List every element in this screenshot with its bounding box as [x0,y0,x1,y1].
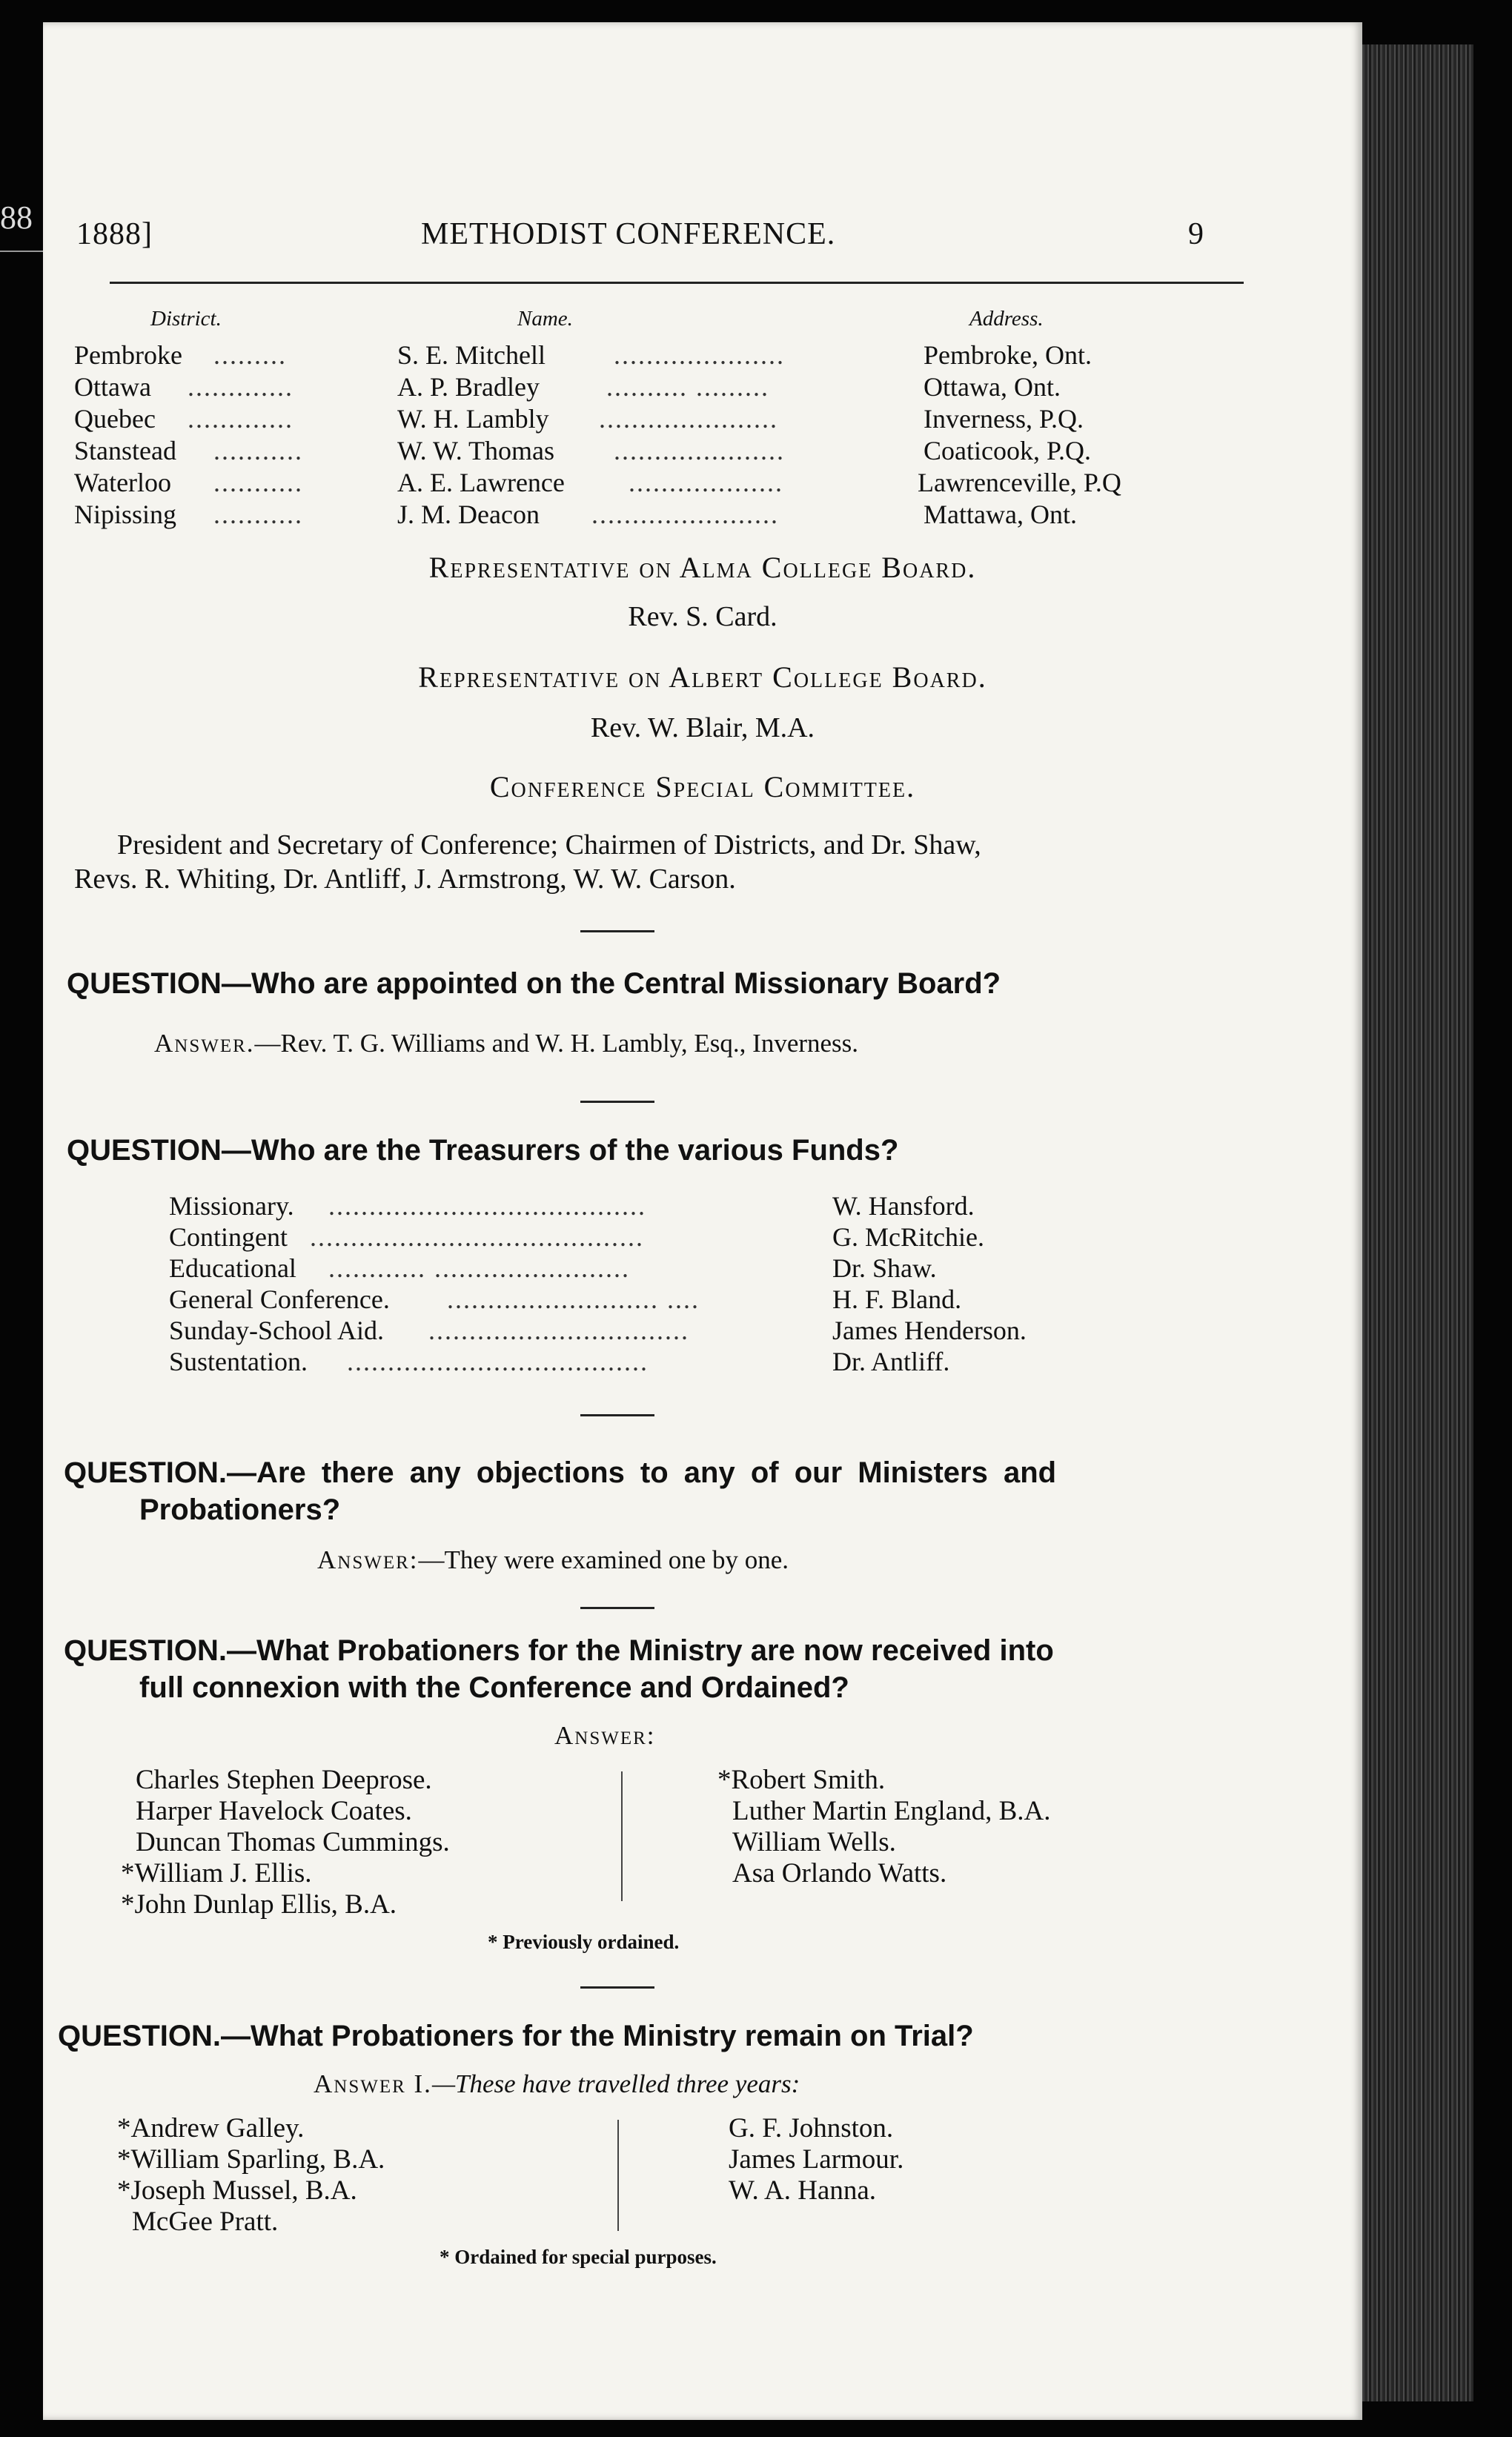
district-cell: Stanstead [74,436,176,465]
margin-rule [0,251,43,252]
leader-dots: ......... [213,340,287,370]
question-treasurers: QUESTION—Who are the Treasurers of the various Funds? [67,1134,899,1167]
leader-dots: ....................................... [328,1191,646,1221]
probationer-name: W. A. Hanna. [729,2175,877,2206]
header-year: 1888] [76,217,153,251]
probationer-name: McGee Pratt. [132,2206,279,2237]
leader-dots: ....................... [591,500,779,529]
district-row [74,403,156,435]
fund-cell: Educational [169,1253,296,1283]
question-on-trial: QUESTION.—What Probationers for the Ministry remain on Trial? [58,2020,974,2052]
leader-dots: ..................................... [347,1347,649,1376]
leader-dots: ............. [188,372,294,402]
question-objections-line2: Probationers? [139,1493,341,1526]
leader-dots: ............ ........................ [328,1253,630,1283]
question-missionary-board: QUESTION—Who are appointed on the Central Missionary Board? [67,967,1001,1000]
probationer-name: Duncan Thomas Cummings. [136,1827,450,1857]
answer-label: Answer I. [314,2069,432,2098]
treasurer-cell: Dr. Antliff. [832,1347,950,1376]
fund-cell: Sustentation. [169,1347,308,1376]
section-rule [580,1607,654,1609]
special-committee-line2: Revs. R. Whiting, Dr. Antliff, J. Armstrong, W. W. Carson. [74,863,736,895]
leader-dots: ........... [213,436,303,465]
answer-text: —These have travelled three years: [431,2069,800,2098]
probationer-name: *Robert Smith. [717,1765,886,1795]
treasurer-cell: H. F. Bland. [832,1284,962,1314]
answer-label: Answer. [154,1029,255,1058]
footnote-previously-ordained: * Previously ordained. [488,1931,680,1953]
fund-cell: Sunday-School Aid. [169,1316,385,1345]
address-cell: Lawrenceville, P.Q [918,468,1121,497]
previous-page-number: 88 [0,199,33,236]
name-cell: W. H. Lambly [397,404,549,434]
answer-label: Answer: [554,1721,656,1750]
probationer-name: *John Dunlap Ellis, B.A. [121,1889,397,1920]
albert-member: Rev. W. Blair, M.A. [590,712,815,743]
probationer-name: William Wells. [732,1827,896,1857]
address-cell: Pembroke, Ont. [924,340,1092,370]
footnote-special-purposes: * Ordained for special purposes. [440,2246,717,2268]
probationer-name: *Andrew Galley. [117,2113,305,2143]
answer-label: Answer: [317,1545,419,1574]
probationer-name: Charles Stephen Deeprose. [136,1765,432,1795]
name-cell: J. M. Deacon [397,500,540,529]
header-title: METHODIST CONFERENCE. [421,217,836,251]
section-rule [580,1986,654,1989]
alma-heading: Representative on Alma College Board. [428,551,977,584]
name-cell: A. E. Lawrence [397,468,565,497]
answer-received-label [554,1721,656,1751]
answer-objections [317,1545,789,1575]
question-objections-line1: QUESTION.—Are there any objections to any of our Ministers and [64,1456,1057,1489]
probationer-name: Luther Martin England, B.A. [732,1796,1051,1826]
fund-cell: General Conference. [169,1284,390,1314]
fund-cell: Missionary. [169,1191,294,1221]
header-rule [110,282,1244,284]
col-district: District. [150,307,222,331]
treasurer-cell: Dr. Shaw. [832,1253,937,1283]
name-cell: A. P. Bradley [397,372,540,402]
fund-cell: Contingent [169,1222,288,1252]
address-cell: Coaticook, P.Q. [924,436,1092,465]
district-row [74,371,151,403]
answer-text: —They were examined one by one. [418,1545,789,1574]
leader-dots: ..................... [614,436,785,465]
treasurer-cell: James Henderson. [832,1316,1027,1345]
column-divider [621,1771,623,1901]
leader-dots: ...................... [599,404,778,434]
answer-text: —Rev. T. G. Williams and W. H. Lambly, Esq., Inverness. [254,1029,859,1058]
question-received-line1: QUESTION.—What Probationers for the Ministry are now received into [64,1634,1054,1667]
alma-member: Rev. S. Card. [628,601,777,632]
district-row [74,435,176,467]
probationer-name: Harper Havelock Coates. [136,1796,412,1826]
leader-dots: ................................ [428,1316,689,1345]
probationer-name: James Larmour. [729,2144,904,2175]
probationer-name: Asa Orlando Watts. [732,1858,947,1889]
treasurer-cell: G. McRitchie. [832,1222,984,1252]
district-cell: Nipissing [74,500,177,529]
district-cell: Ottawa [74,372,151,402]
section-rule [580,1414,654,1416]
leader-dots: ........... [213,500,303,529]
col-name: Name. [517,307,573,331]
special-committee-line1: President and Secretary of Conference; Chairmen of Districts, and Dr. Shaw, [117,829,981,861]
leader-dots: ................... [629,468,783,497]
answer-missionary-board [154,1029,858,1058]
question-received-line2: full connexion with the Conference and Ordained? [139,1671,849,1704]
district-cell: Pembroke [74,340,182,370]
probationer-name: G. F. Johnston. [729,2113,894,2143]
answer-on-trial [314,2069,800,2099]
leader-dots: ......................................... [310,1222,644,1252]
address-cell: Inverness, P.Q. [924,404,1084,434]
leader-dots: ..................... [614,340,785,370]
page-number: 9 [1188,217,1204,251]
treasurer-cell: W. Hansford. [832,1191,975,1221]
district-row [74,339,182,371]
col-address: Address. [969,307,1044,331]
leader-dots: .......................... .... [447,1284,700,1314]
district-row [74,467,171,499]
leader-dots: .......... ......... [606,372,769,402]
name-cell: W. W. Thomas [397,436,555,465]
section-rule [580,930,654,932]
name-cell: S. E. Mitchell [397,340,546,370]
probationer-name: *William Sparling, B.A. [117,2144,385,2175]
probationer-name: *William J. Ellis. [121,1858,312,1889]
book-page-edges [1362,44,1473,2401]
probationer-name: *Joseph Mussel, B.A. [117,2175,357,2206]
albert-heading: Representative on Albert College Board. [418,660,987,694]
leader-dots: ............. [188,404,294,434]
section-rule [580,1101,654,1103]
address-cell: Mattawa, Ont. [924,500,1077,529]
column-divider [617,2120,619,2231]
leader-dots: ........... [213,468,303,497]
address-cell: Ottawa, Ont. [924,372,1061,402]
document-page [43,22,1362,2420]
district-cell: Quebec [74,404,156,434]
district-cell: Waterloo [74,468,172,497]
special-committee-heading: Conference Special Committee. [489,770,916,803]
district-row [74,499,176,531]
